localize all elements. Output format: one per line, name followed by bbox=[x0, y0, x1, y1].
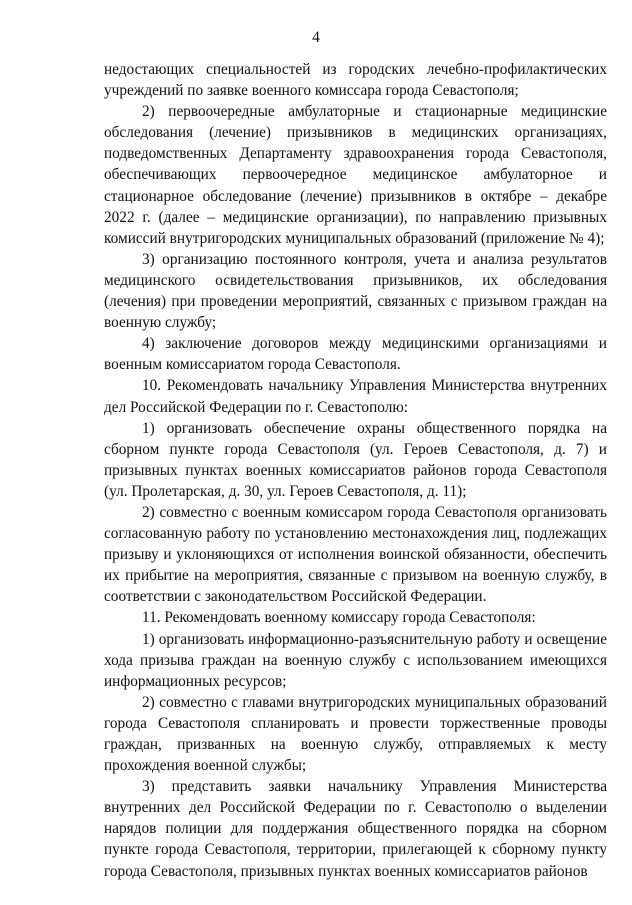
paragraph-item-3-control: 3) организацию постоянного контроля, учета и анализа результатов медицинского освидетельствования призывников, их обследования (лечения) при проведении мероприятий, связанных с призывом граждан на военную службу; bbox=[104, 250, 607, 332]
paragraph-section-11-item-2: 2) совместно с главами внутригородских муниципальных образований города Севастополя спланировать и провести торжественные проводы граждан, призванных на военную службу, отправляемых к месту прохождения военной службы; bbox=[104, 693, 607, 775]
paragraph-section-11-item-1: 1) организовать информационно-разъяснительную работу и освещение хода призыва граждан на военную службу с использованием имеющихся информационных ресурсов; bbox=[104, 630, 607, 690]
paragraph-section-10-item-2: 2) совместно с военным комиссаром города Севастополя организовать согласованную работу по установлению местонахождения лиц, подлежащих призыву и уклоняющихся от исполнения воинской обязанности, обеспечить их прибытие на мероприятия, связанные с призывом на военную службу, в соответствии с законодательством Российской Федерации. bbox=[104, 503, 607, 606]
paragraph-continuation: недостающих специальностей из городских лечебно-профилактических учреждений по заявке военного комиссара города Севастополя; bbox=[104, 61, 607, 100]
paragraph-section-11: 11. Рекомендовать военному комиссару города Севастополя: bbox=[142, 609, 536, 627]
page-number: 4 bbox=[312, 29, 320, 46]
paragraph-item-2-medical-examinations: 2) первоочередные амбулаторные и стационарные медицинские обследования (лечение) призывников в медицинских организациях, подведомственных Департаменту здравоохранения города Севастополя, обеспечивающих первоочередное медицинское амбулаторное и стационарное обследование (лечение) призывников в октябре – декабре 2022 г. (далее – медицинские организации), по направлению призывных комиссий внутригородских муниципальных образований (приложение № 4); bbox=[104, 103, 607, 247]
paragraph-section-11-item-3: 3) представить заявки начальнику Управления Министерства внутренних дел Российской Федерации по г. Севастополю о выделении нарядов полиции для поддержания общественного порядка на сборном пункте города Севастополя, территории, прилегающей к сборному пункту города Севастополя, призывных пунктах военных комиссариатов районов bbox=[104, 778, 607, 880]
document-body bbox=[104, 59, 607, 882]
paragraph-item-4-contracts: 4) заключение договоров между медицинскими организациями и военным комиссариатом города Севастополя. bbox=[104, 335, 607, 374]
paragraph-section-10: 10. Рекомендовать начальнику Управления Министерства внутренних дел Российской Федерации по г. Севастополю: bbox=[104, 377, 607, 416]
paragraph-section-10-item-1: 1) организовать обеспечение охраны общественного порядка на сборном пункте города Севастополя (ул. Героев Севастополя, д. 7) и призывных пунктах военных комиссариатов районов города Севастополя (ул. Пролетарская, д. 30, ул. Героев Севастополя, д. 11); bbox=[104, 419, 607, 500]
